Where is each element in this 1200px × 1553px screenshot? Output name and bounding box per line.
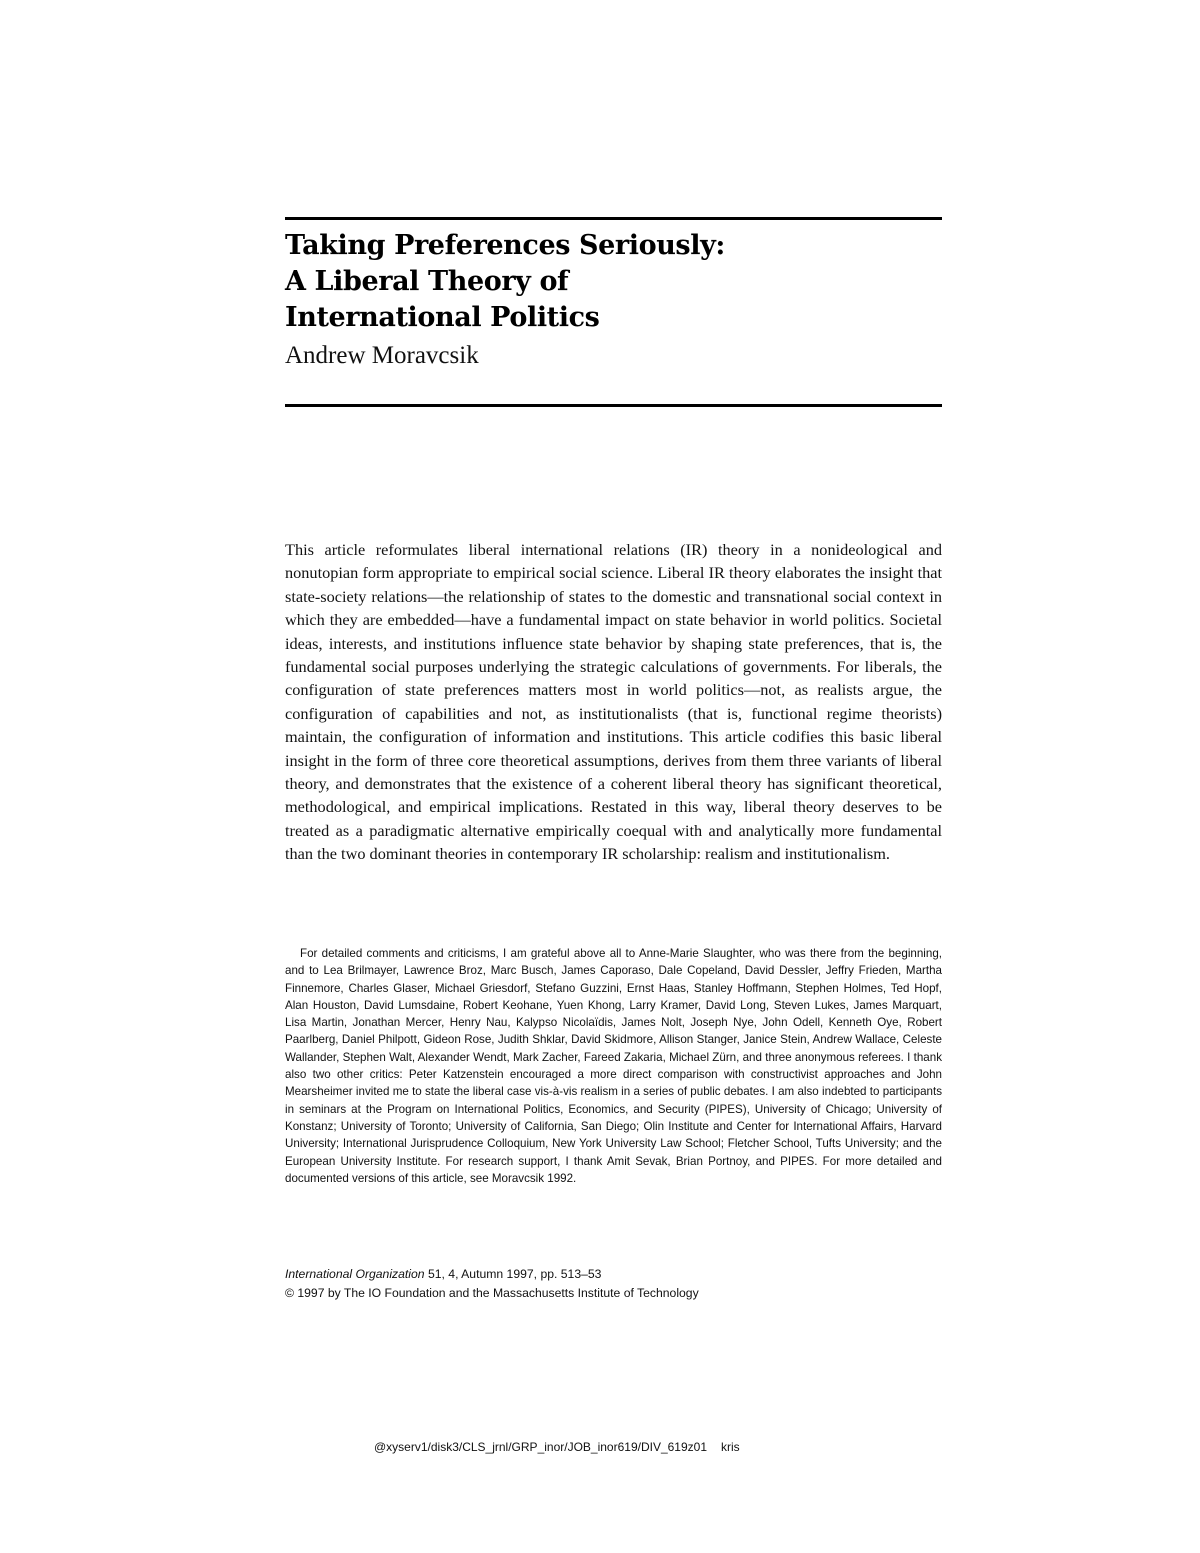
article-title-line-2: A Liberal Theory of — [285, 266, 569, 297]
typesetting-job-path — [374, 1439, 740, 1455]
top-rule — [285, 217, 942, 220]
bottom-rule — [285, 404, 942, 407]
abstract-paragraph: This article reformulates liberal international relations (IR) theory in a nonideological and nonutopian form appropriate to empirical social science. Liberal IR theory elaborates the insight that state-society relations—the relationship of states to the domestic and transnational social context in which they are embedded—have a fundamental impact on state behavior in world politics. Societal ideas, interests, and institutions influence state behavior by shaping state preferences, that is, the fundamental social purposes underlying the strategic calculations of governments. For liberals, the configuration of state preferences matters most in world politics—not, as realists argue, the configuration of capabilities and not, as institutionalists (that is, functional regime theorists) maintain, the configuration of information and institutions. This article codifies this basic liberal insight in the form of three core theoretical assumptions, derives from them three variants of liberal theory, and demonstrates that the existence of a coherent liberal theory has significant theoretical, methodological, and empirical implications. Restated in this way, liberal theory deserves to be treated as a paradigmatic alternative empirically coequal with and analytically more fundamental than the two dominant theories in contemporary IR scholarship: realism and institutionalism. — [285, 540, 942, 864]
acknowledgments-footnote: For detailed comments and criticisms, I am grateful above all to Anne-Marie Slaughter, who was there from the beginning, and to Lea Brilmayer, Lawrence Broz, Marc Busch, James Caporaso, Dale Copeland, David Dessler, Jeffry Frieden, Martha Finnemore, Charles Glaser, Michael Griesdorf, Stefano Guzzini, Ernst Haas, Stanley Hoffmann, Stephen Holmes, Ted Hopf, Alan Houston, David Lumsdaine, Robert Keohane, Yuen Khong, Larry Kramer, David Long, Steven Lukes, James Marquart, Lisa Martin, Jonathan Mercer, Henry Nau, Kalypso Nicolaïdis, James Nolt, Joseph Nye, John Odell, Kenneth Oye, Robert Paarlberg, Daniel Philpott, Gideon Rose, Judith Shklar, David Skidmore, Allison Stanger, Janice Stein, Andrew Wallace, Celeste Wallander, Stephen Walt, Alexander Wendt, Mark Zacher, Fareed Zakaria, Michael Zürn, and three anonymous referees. I thank also two other critics: Peter Katzenstein encouraged a more direct comparison with constructivist approaches and John Mearsheimer invited me to state the liberal case vis-à-vis realism in a series of public debates. I am also indebted to participants in seminars at the Program on International Politics, Economics, and Security (PIPES), University of Chicago; University of Konstanz; University of Toronto; University of California, San Diego; Olin Institute and Center for International Affairs, Harvard University; International Jurisprudence Colloquium, New York University Law School; Fletcher School, Tufts University; and the European University Institute. For research support, I thank Amit Sevak, Brian Portnoy, and PIPES. For more detailed and documented versions of this article, see Moravcsik 1992. — [285, 947, 942, 1185]
article-title-line-1: Taking Preferences Seriously: — [285, 230, 725, 261]
author-name: Andrew Moravcsik — [285, 342, 479, 369]
journal-name: International Organization — [285, 1267, 425, 1281]
copyright-line: © 1997 by The IO Foundation and the Massachusetts Institute of Technology — [285, 1285, 699, 1300]
citation-line — [285, 1265, 942, 1284]
job-path: @xyserv1/disk3/CLS_jrnl/GRP_inor/JOB_inor619/DIV_619z01 — [374, 1440, 708, 1454]
issue-details: 51, 4, Autumn 1997, pp. 513–53 — [424, 1267, 602, 1281]
job-user: kris — [721, 1440, 740, 1454]
journal-citation — [285, 1265, 942, 1302]
title-block — [285, 228, 942, 372]
article-title-line-3: International Politics — [285, 302, 600, 333]
